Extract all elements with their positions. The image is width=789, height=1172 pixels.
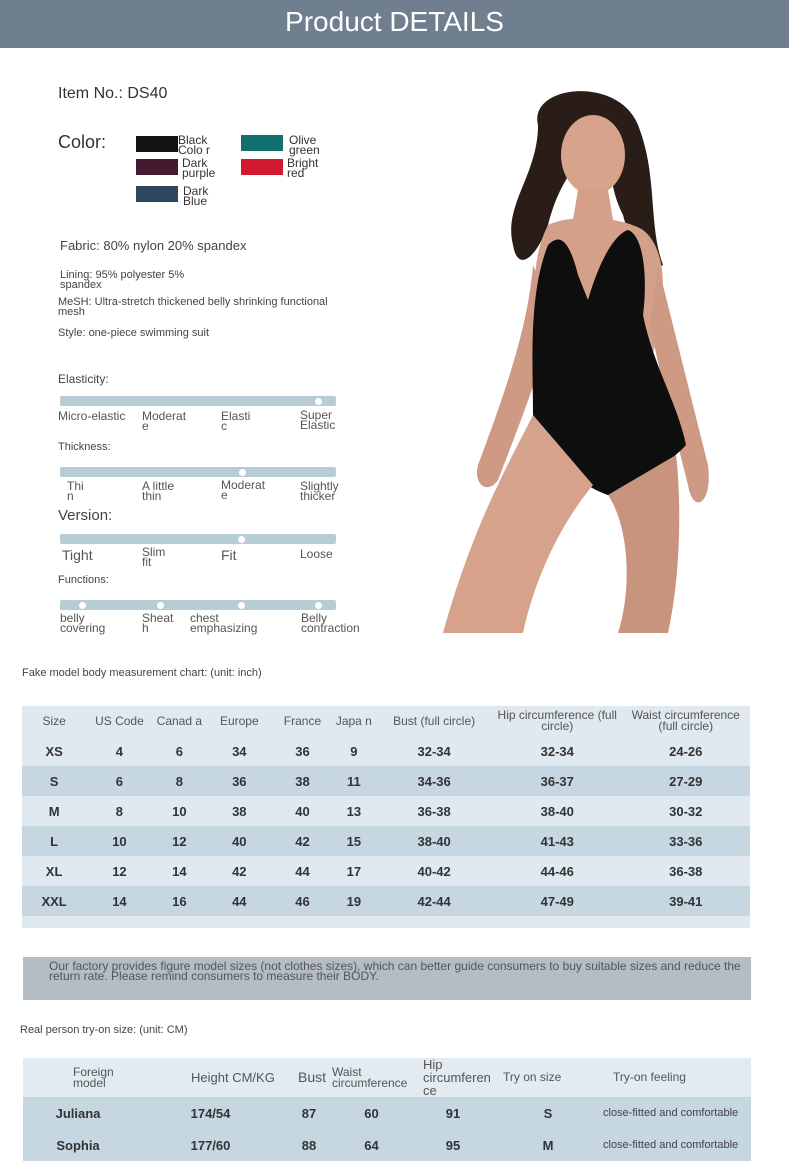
tryon-cell: close-fitted and comfortable: [603, 1107, 739, 1119]
size-chart-cell: 44: [232, 893, 247, 909]
swatch-olive-green[interactable]: [241, 135, 283, 151]
size-chart-cell: 10: [172, 803, 187, 819]
model-face: [561, 115, 625, 195]
size-chart-cell: 47-49: [540, 893, 574, 909]
size-chart-cell: 4: [115, 743, 124, 759]
size-chart-cell: 42-44: [417, 893, 451, 909]
tryon-cell: 91: [445, 1105, 461, 1121]
size-chart-cell: 17: [346, 863, 362, 879]
header-france: France: [283, 713, 322, 728]
size-chart-cell: 38: [295, 773, 310, 789]
size-chart-cell: 16: [172, 893, 187, 909]
size-chart-cell: 44: [295, 863, 310, 879]
size-chart-cell: 42: [295, 833, 310, 849]
factory-note: Our factory provides figure model sizes (not clothes sizes), which can better guide consumers to buy suitable sizes and reduce the return rate. Please remind consumers to measure their BODY.: [23, 957, 751, 1000]
header-europe: Europe: [219, 713, 259, 728]
size-chart-cell: 40: [232, 833, 247, 849]
size-chart-cell: L: [50, 833, 59, 849]
size-chart-cell: M: [48, 803, 60, 819]
tryon-title: Real person try-on size: (unit: CM): [20, 1024, 188, 1036]
model-neck: [573, 190, 613, 220]
size-chart-cell: 19: [346, 893, 362, 909]
elasticity-marker: [315, 398, 322, 405]
size-chart-cell: 36-37: [540, 773, 574, 789]
header-bust: Bust (full circle): [393, 713, 476, 728]
size-chart-cell: 36: [295, 743, 310, 759]
tryon-row: [23, 1097, 751, 1129]
size-chart-cell: 27-29: [669, 773, 703, 789]
size-chart-cell: S: [49, 773, 59, 789]
tryon-header-feeling: Try-on feeling: [603, 1058, 751, 1097]
size-chart-cell: 46: [295, 893, 310, 909]
size-chart-cell: 38-40: [540, 803, 574, 819]
size-chart-cell: 12: [172, 833, 187, 849]
functions-marker-1: [79, 602, 86, 609]
tryon-cell: 64: [364, 1137, 379, 1153]
size-chart-cell: XS: [45, 743, 63, 759]
size-chart-row: [22, 826, 750, 856]
elasticity-option-3: Elasti c: [221, 409, 251, 433]
style-text: Style: one-piece swimming suit: [58, 327, 210, 339]
elasticity-label: Elasticity:: [58, 372, 109, 386]
header-size: Size: [42, 713, 66, 728]
header-us-code: US Code: [95, 713, 144, 728]
tryon-cell: M: [542, 1137, 554, 1153]
size-chart-cell: 44-46: [540, 863, 574, 879]
header-hip: Hip circumference (full circle): [497, 708, 617, 733]
tryon-header-size: Try on size: [493, 1058, 603, 1097]
functions-option-2: Sheat h: [142, 611, 174, 635]
functions-option-3: chest emphasizing: [190, 611, 258, 635]
size-chart-cell: 9: [350, 743, 358, 759]
tryon-cell: Sophia: [56, 1137, 100, 1153]
swatch-label-dark-purple: Dark purple: [182, 156, 216, 180]
tryon-header-model: Foreign model: [23, 1058, 133, 1097]
version-option-4: Loose: [300, 547, 333, 561]
mesh-text: MeSH: Ultra-stretch thickened belly shrinking functional mesh: [58, 296, 328, 318]
swatch-label-bright-red: Bright red: [287, 156, 319, 180]
functions-marker-2: [157, 602, 164, 609]
thickness-marker: [239, 469, 246, 476]
functions-option-1: belly covering: [60, 611, 106, 635]
tryon-cell: 60: [364, 1105, 379, 1121]
version-label: Version:: [58, 507, 113, 524]
tryon-header-hip: Hip circumferen ce: [413, 1058, 493, 1097]
size-chart-footer: [22, 916, 750, 928]
thickness-label: Thickness:: [58, 441, 111, 453]
page-header: Product DETAILS: [0, 0, 789, 48]
thickness-option-1: Thi n: [67, 479, 84, 503]
thickness-option-4: Slightly thicker: [300, 479, 339, 503]
size-chart-cell: 36-38: [669, 863, 703, 879]
swatch-label-dark-blue: Dark Blue: [183, 184, 209, 208]
tryon-cell: Juliana: [55, 1105, 101, 1121]
elasticity-scale: [60, 396, 336, 406]
tryon-header-bust: Bust: [288, 1058, 330, 1097]
size-chart-cell: 42: [232, 863, 247, 879]
size-chart-cell: 6: [115, 773, 124, 789]
size-chart-table: [22, 706, 750, 928]
size-chart-cell: 13: [346, 803, 362, 819]
thickness-option-2: A little thin: [142, 479, 175, 503]
tryon-cell: 87: [301, 1105, 317, 1121]
size-chart-cell: XL: [45, 863, 63, 879]
version-option-2: Slim fit: [142, 545, 166, 569]
size-chart-row: [22, 886, 750, 916]
size-chart-cell: 15: [346, 833, 362, 849]
size-chart-row: [22, 796, 750, 826]
size-chart-cell: 40: [295, 803, 310, 819]
size-chart-cell: 10: [112, 833, 127, 849]
thickness-scale: [60, 467, 336, 477]
size-chart-cell: 33-36: [669, 833, 703, 849]
functions-label: Functions:: [58, 574, 109, 586]
tryon-header-waist: Waist circumference: [330, 1058, 413, 1097]
swatch-dark-purple[interactable]: [136, 159, 178, 175]
size-chart-cell: 24-26: [669, 743, 703, 759]
elasticity-option-4: Super Elastic: [300, 408, 336, 432]
elasticity-option-1: Micro-elastic: [58, 409, 126, 423]
size-chart-body: [22, 736, 750, 916]
size-chart-cell: 39-41: [669, 893, 703, 909]
header-japan: Japa n: [335, 713, 372, 728]
version-option-3: Fit: [221, 547, 237, 563]
size-chart-cell: 6: [175, 743, 183, 759]
size-chart-cell: XXL: [41, 893, 67, 909]
tryon-cell: 174/54: [190, 1105, 231, 1121]
tryon-cell: close-fitted and comfortable: [603, 1139, 739, 1151]
size-chart-cell: 30-32: [669, 803, 703, 819]
thickness-option-3: Moderat e: [221, 478, 266, 502]
swatch-black[interactable]: [136, 136, 178, 152]
header-canada: Canad a: [156, 713, 203, 728]
size-chart-cell: 34: [232, 743, 247, 759]
fabric-text: Fabric: 80% nylon 20% spandex: [60, 238, 247, 253]
size-chart-row: [22, 766, 750, 796]
tryon-header-row: [23, 1058, 751, 1097]
tryon-cell: 95: [445, 1137, 461, 1153]
size-chart-cell: 14: [112, 893, 127, 909]
size-chart-cell: 12: [112, 863, 127, 879]
size-chart-cell: 41-43: [540, 833, 574, 849]
model-photo: [418, 85, 718, 633]
functions-scale: [60, 600, 336, 610]
tryon-cell: S: [543, 1105, 553, 1121]
tryon-cell: 177/60: [190, 1137, 231, 1153]
size-chart-cell: 14: [172, 863, 187, 879]
tryon-row: [23, 1129, 751, 1161]
version-option-1: Tight: [62, 547, 93, 563]
lining-text: Lining: 95% polyester 5% spandex: [60, 269, 185, 291]
size-chart-header-row: [22, 706, 750, 736]
size-chart-cell: 11: [346, 773, 361, 789]
size-chart-cell: 36-38: [417, 803, 451, 819]
swatch-label-black: Black Colo r: [178, 133, 211, 157]
size-chart-row: [22, 856, 750, 886]
elasticity-option-2: Moderat e: [142, 409, 187, 433]
tryon-cell: 88: [301, 1137, 317, 1153]
swatch-dark-blue[interactable]: [136, 186, 178, 202]
functions-marker-3: [238, 602, 245, 609]
size-chart-cell: 36: [232, 773, 247, 789]
size-chart-row: [22, 736, 750, 766]
size-chart-cell: 8: [115, 803, 124, 819]
version-scale: [60, 534, 336, 544]
functions-marker-4: [315, 602, 322, 609]
swatch-bright-red[interactable]: [241, 159, 283, 175]
tryon-body: [23, 1097, 751, 1161]
header-waist: Waist circumference (full circle): [631, 708, 740, 733]
size-chart-title: Fake model body measurement chart: (unit: inch): [22, 667, 262, 679]
swatch-label-olive-green: Olive green: [289, 133, 320, 157]
tryon-header-height: Height CM/KG: [133, 1058, 288, 1097]
item-number: Item No.: DS40: [58, 85, 168, 102]
functions-option-4: Belly contraction: [301, 611, 360, 635]
size-chart-cell: 38: [232, 803, 247, 819]
size-chart-cell: 8: [175, 773, 183, 789]
size-chart-cell: 32-34: [417, 743, 451, 759]
size-chart-cell: 38-40: [417, 833, 451, 849]
color-label: Color:: [58, 132, 107, 152]
tryon-table: [23, 1058, 751, 1161]
version-marker: [238, 536, 245, 543]
size-chart-cell: 32-34: [540, 743, 574, 759]
size-chart-cell: 40-42: [417, 863, 451, 879]
size-chart-cell: 34-36: [417, 773, 451, 789]
